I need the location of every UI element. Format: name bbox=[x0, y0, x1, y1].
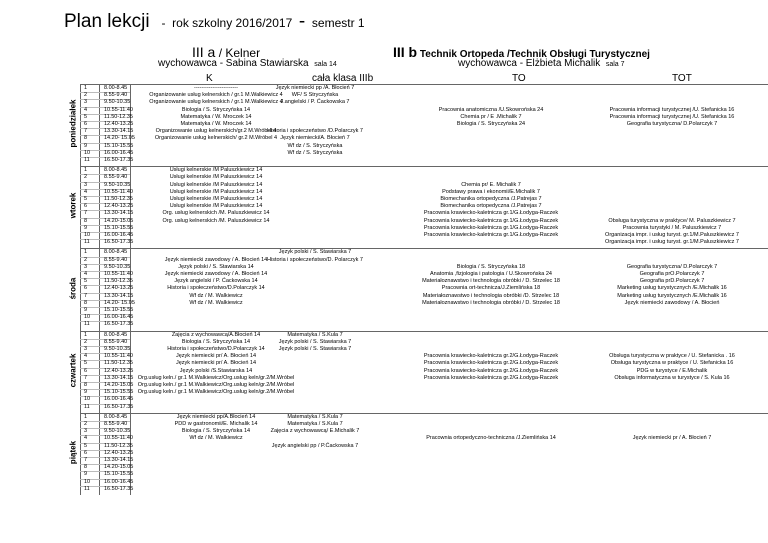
lesson-time: 16.50-17.35 bbox=[104, 239, 134, 246]
title-dash-2: - bbox=[298, 11, 306, 32]
cell-whole-class: Język polski / S. Stawiarska 7 bbox=[278, 338, 352, 345]
lesson-time: 16.00-16.45 bbox=[104, 149, 134, 156]
lesson-number: 5 bbox=[84, 442, 88, 449]
cell-k: Zajęcia z wychowawcą/A.Błocień 14 bbox=[171, 331, 261, 338]
cell-k: Biologia / S. Stryczyńska 14 bbox=[181, 106, 251, 113]
cell-tot: Marketing usług turystycznych /E.Michalik 16 bbox=[617, 292, 727, 299]
cell-k: Wf dz / M. Walkiewicz bbox=[189, 435, 243, 442]
lesson-number: 6 bbox=[84, 285, 88, 292]
cell-k: Org.usług keln./ gr.1 M.Walkiewicz/Org.usług keln/gr.2/M.Wróbel bbox=[137, 389, 295, 396]
lesson-number: 9 bbox=[84, 224, 88, 231]
cell-to: Biomechanika ortopedyczna /J.Patrejas 7 bbox=[440, 196, 542, 202]
cell-to: Pracownia krawiecko-kaletnicza gr.2/G.Łodyga-Raczek bbox=[423, 360, 559, 367]
cell-whole-class: WF/ S Stryczyńska bbox=[291, 92, 339, 99]
lesson-number: 1 bbox=[84, 85, 88, 91]
cell-whole-class: Język niemiecki/A. Błocień 7 bbox=[280, 135, 350, 142]
lesson-time: 10.55-11.40 bbox=[104, 435, 133, 442]
lesson-time: 14.20-15.05 bbox=[104, 464, 134, 471]
lesson-time: 8.00-8.45 bbox=[104, 85, 128, 91]
cell-k: Usługi kelnerskie /M Paluszkiewicz 14 bbox=[169, 203, 263, 210]
cell-k: ------------------------ bbox=[194, 85, 238, 91]
lesson-number: 3 bbox=[84, 181, 88, 188]
day-label: poniedziałek bbox=[68, 99, 78, 148]
cell-to: Pracownia krawiecko-kaletnicza gr.1/G.Łodyga-Raczek bbox=[423, 217, 559, 224]
lesson-time: 12.40-13.25 bbox=[104, 203, 134, 210]
lesson-time: 12.40-13.25 bbox=[104, 367, 134, 374]
lesson-number: 2 bbox=[84, 174, 88, 181]
lesson-time: 11.50-12.35 bbox=[104, 278, 133, 285]
cell-to: Pracownia krawiecko-kaletnicza gr.2/G.Łodyga-Raczek bbox=[423, 374, 559, 381]
cell-k: Wf dz / M. Walkiewicz bbox=[189, 292, 243, 299]
cell-tot: Język niemiecki pr / A. Błocień 7 bbox=[632, 435, 712, 442]
cell-k: Język niemiecki pr/ A. Błocień 14 bbox=[175, 353, 257, 360]
lesson-number: 7 bbox=[84, 374, 88, 381]
lesson-number: 6 bbox=[84, 203, 88, 210]
cell-to: Pracownia ortopedyczno-techniczna /J.Ziemlińska 14 bbox=[426, 435, 556, 442]
cell-tot: Geografia prD.Polarczyk 7 bbox=[639, 278, 705, 285]
cell-whole-class: Matematyka / S.Kula 7 bbox=[287, 421, 343, 427]
lesson-time: 14.20-15.05 bbox=[104, 382, 134, 388]
cell-to: Anatomia ,fizjologia i patologia / U.Skowrońska 24 bbox=[430, 271, 552, 277]
lesson-number: 3 bbox=[84, 99, 88, 106]
lesson-number: 6 bbox=[84, 367, 88, 374]
lesson-number: 4 bbox=[84, 435, 88, 442]
cell-tot: Pracownia informacji turystycznej /U. Stefanicka 16 bbox=[609, 106, 735, 113]
cell-to: Chemia pr/ E. Michalik 7 bbox=[461, 181, 521, 188]
lesson-number: 10 bbox=[84, 232, 91, 238]
lesson-number: 11 bbox=[84, 239, 90, 246]
cell-to: Chemia pr / E .Michalik 7 bbox=[460, 113, 522, 120]
cell-tot: Geografia turystyczna/ D.Polarczyk 7 bbox=[626, 263, 718, 270]
lesson-time: 9.50-10.35 bbox=[104, 99, 131, 106]
cell-to: Pracownia krawiecko-kaletnicza gr.1/G.Łodyga-Raczek bbox=[423, 232, 559, 238]
lesson-time: 8.00-8.45 bbox=[104, 167, 128, 174]
lesson-number: 5 bbox=[84, 113, 88, 120]
cell-whole-class: Zajęcia z wychowawcą/ E.Michalik 7 bbox=[270, 428, 360, 435]
cell-whole-class: Wf dz / S. Stryczyńska bbox=[287, 142, 343, 149]
lesson-number: 8 bbox=[84, 299, 88, 306]
class-a-tutor bbox=[158, 58, 337, 69]
lesson-number: 3 bbox=[84, 428, 88, 435]
cell-k: PDD w gastronomii/E. Michalik 14 bbox=[174, 421, 258, 427]
cell-whole-class: Historia i społeczeństwo/D. Polarczyk 7 bbox=[267, 256, 363, 263]
cell-k: Matematyka / W. Mroczek 14 bbox=[180, 121, 252, 127]
cell-k: Organizowanie usług kelnerskich / gr.1 M.Walkiewicz 4 bbox=[149, 92, 283, 99]
title-main: Plan lekcji bbox=[64, 11, 150, 32]
cell-to: Pracownia krawiecko-kaletnicza gr.1/G.Łodyga-Raczek bbox=[423, 224, 559, 231]
cell-k: Wf dz / M. Walkiewicz bbox=[189, 299, 243, 306]
cell-to: Biologia / S. Stryczyńska 24 bbox=[456, 121, 526, 127]
cell-k: Usługi kelnerskie /M Paluszkiewicz 14 bbox=[169, 174, 263, 181]
lesson-time: 11.50-12.35 bbox=[104, 442, 133, 449]
cell-k: Usługi kelnerskie /M Paluszkiewicz 14 bbox=[169, 188, 263, 195]
day-label: czwartek bbox=[68, 353, 78, 388]
lesson-time: 13.30-14.15 bbox=[104, 210, 134, 217]
school-year: rok szkolny 2016/2017 bbox=[172, 16, 293, 30]
lesson-number: 2 bbox=[84, 256, 88, 263]
semester: semestr 1 bbox=[311, 16, 365, 30]
cell-k: Historia i społeczeństwo/D.Polarczyk 14 bbox=[167, 285, 265, 292]
lesson-number: 3 bbox=[84, 346, 88, 352]
lesson-number: 11 bbox=[84, 157, 90, 163]
lesson-number: 7 bbox=[84, 457, 88, 463]
lesson-number: 8 bbox=[84, 217, 88, 224]
cell-to: Pracownia krawiecko-kaletnicza gr.2/G.Łodyga-Raczek bbox=[423, 367, 559, 374]
lesson-number: 10 bbox=[84, 149, 91, 156]
cell-k: Org. usług kelnerskich /M. Paluszkiewicz 14 bbox=[162, 210, 270, 217]
cell-tot: Geografia turystyczna/ D.Polarczyk 7 bbox=[626, 121, 718, 127]
cell-tot: Marketing usług turystycznych /E.Michalik 16 bbox=[617, 285, 727, 292]
lesson-time: 16.00-16.45 bbox=[104, 478, 134, 485]
cell-tot: Organizacja impr. i usług turyst. gr.1/M.Paluszkiewicz 7 bbox=[605, 232, 739, 238]
lesson-time: 15.10-15.55 bbox=[104, 471, 134, 478]
cell-k: Org.usług keln./ gr.1 M.Walkiewicz/Org.usług keln/gr.2/M.Wróbel bbox=[137, 374, 295, 381]
lesson-number: 4 bbox=[84, 353, 88, 360]
lesson-time: 13.30-14.15 bbox=[104, 457, 134, 463]
page-title bbox=[64, 11, 365, 33]
lesson-time: 10.55-11.40 bbox=[104, 188, 133, 195]
lesson-number: 11 bbox=[84, 321, 90, 328]
lesson-number: 9 bbox=[84, 471, 88, 478]
cell-k: Język polski /S.Stawiarska 14 bbox=[179, 367, 253, 374]
class-b-tutor bbox=[458, 58, 625, 69]
lesson-time: 8.00-8.45 bbox=[104, 249, 128, 256]
lesson-time: 9.50-10.35 bbox=[104, 263, 131, 270]
lesson-time: 16.00-16.45 bbox=[104, 314, 134, 321]
lesson-number: 1 bbox=[84, 249, 88, 256]
lesson-time: 8.00-8.45 bbox=[104, 331, 128, 338]
lesson-number: 2 bbox=[84, 338, 88, 345]
lesson-time: 13.30-14.15 bbox=[104, 374, 134, 381]
lesson-time: 15.10-15.55 bbox=[104, 307, 134, 313]
lesson-time: 16.00-16.45 bbox=[104, 232, 134, 238]
lesson-time: 9.50-10.35 bbox=[104, 428, 131, 435]
class-a-tutor-name: wychowawca - Sabina Stawiarska bbox=[158, 58, 309, 69]
grid-column-divider bbox=[80, 84, 81, 495]
cell-k: Biologia / S. Stryczyńska 14 bbox=[181, 428, 251, 435]
cell-whole-class: Wf dz / S. Stryczyńska bbox=[287, 149, 343, 156]
cell-tot: Obsługa turystyczna w praktyce / U. Stefanicka 16 bbox=[610, 360, 734, 367]
lesson-time: 16.50-17.35 bbox=[104, 157, 134, 163]
cell-to: Podstawy prawa i ekonomii/E.Michalik 7 bbox=[442, 188, 540, 195]
cell-whole-class: Język polski / S. Stawiarska 7 bbox=[278, 249, 352, 256]
cell-k: Usługi kelnerskie /M Paluszkiewicz 14 bbox=[169, 181, 263, 188]
cell-to: Pracownia anatomiczna /U.Skowrońska 24 bbox=[438, 106, 544, 113]
cell-tot: Język niemiecki zawodowy / A. Błocień bbox=[624, 299, 720, 306]
class-b-tutor-name: wychowawca - Elżbieta Michalik bbox=[458, 58, 601, 69]
cell-to: Pracownia ort-technicza/J.Ziemlińska 18 bbox=[441, 285, 541, 292]
lesson-number: 6 bbox=[84, 449, 88, 456]
lesson-time: 9.50-10.35 bbox=[104, 346, 131, 352]
lesson-time: 10.55-11.40 bbox=[104, 106, 133, 113]
lesson-number: 3 bbox=[84, 263, 88, 270]
cell-tot: PDG w turystyce / E.Michalik bbox=[636, 367, 708, 374]
lesson-number: 1 bbox=[84, 167, 88, 174]
cell-to: Pracownia krawiecko-kaletnicza gr.1/G.Łodyga-Raczek bbox=[423, 210, 559, 217]
cell-to: Biologia / S. Stryczyńska 18 bbox=[456, 263, 526, 270]
class-b-name: III b bbox=[393, 44, 418, 60]
cell-k: Język niemiecki zawodowy / A. Błocień 14 bbox=[164, 256, 268, 263]
cell-k: Język niemiecki pr/ A. Błocień 14 bbox=[175, 360, 257, 367]
class-b-room: sala 7 bbox=[605, 61, 625, 68]
cell-k: Język polski / S. Stawiarska 14 bbox=[178, 263, 254, 270]
lesson-time: 8.00-8.45 bbox=[104, 413, 128, 420]
cell-k: Usługi kelnerskie /M Paluszkiewicz 14 bbox=[169, 167, 263, 174]
timetable-grid bbox=[68, 84, 768, 539]
cell-k: Organizowanie usług kelnerskich / gr.1 M.Walkiewicz 4 bbox=[149, 99, 283, 106]
cell-k: Matematyka / W. Mroczek 14 bbox=[180, 113, 252, 120]
day-label: środa bbox=[68, 277, 78, 299]
cell-whole-class: Język polski / S. Stawiarska 7 bbox=[278, 346, 352, 352]
lesson-number: 2 bbox=[84, 92, 88, 99]
lesson-number: 5 bbox=[84, 360, 88, 367]
cell-k: Biologia / S. Stryczyńska 14 bbox=[181, 338, 251, 345]
cell-to: Materiałoznawstwo i technologia obróbki / D. Strzelec 18 bbox=[422, 299, 560, 306]
lesson-time: 14.20- 15.05 bbox=[104, 135, 135, 142]
cell-whole-class: Matematyka / S.Kula 7 bbox=[287, 331, 343, 338]
lesson-time: 16.50-17.35 bbox=[104, 403, 134, 410]
cell-to: Biomechanika ortopedyczna /J.Patrejas 7 bbox=[440, 203, 542, 210]
lesson-time: 8.55-9.40 bbox=[104, 174, 128, 181]
cell-whole-class: Matematyka / S.Kula 7 bbox=[287, 413, 343, 420]
lesson-time: 16.50-17.35 bbox=[104, 321, 134, 328]
lesson-number: 5 bbox=[84, 196, 88, 202]
column-header-to: TO bbox=[512, 73, 526, 84]
lesson-time: 8.55-9.40 bbox=[104, 256, 128, 263]
lesson-time: 16.50-17.35 bbox=[104, 485, 134, 492]
class-a-name: III a bbox=[192, 44, 216, 60]
lesson-time: 14.20- 15.05 bbox=[104, 299, 135, 306]
lesson-number: 4 bbox=[84, 188, 88, 195]
lesson-number: 9 bbox=[84, 307, 88, 313]
cell-k: Język niemiecki zawodowy / A. Błocień 14 bbox=[164, 271, 268, 277]
lesson-number: 9 bbox=[84, 389, 88, 396]
column-header-tot: TOT bbox=[672, 73, 692, 84]
lesson-time: 9.50-10.35 bbox=[104, 181, 131, 188]
lesson-time: 16.00-16.45 bbox=[104, 396, 134, 403]
lesson-number: 6 bbox=[84, 121, 88, 127]
cell-k: Org.usług keln./ gr.1 M.Walkiewicz/Org.usług keln/gr.2/M.Wróbel bbox=[137, 382, 295, 388]
cell-tot: Pracownia informacji turystycznej /U. Stefanicka 16 bbox=[609, 113, 735, 120]
cell-to: Materiałoznawstwo i technologia obróbki /D. Strzelec 18 bbox=[422, 292, 560, 299]
lesson-time: 13.30-14.15 bbox=[104, 128, 134, 135]
column-header-whole-class: cała klasa IIIb bbox=[312, 73, 374, 84]
lesson-number: 11 bbox=[84, 485, 90, 492]
day-label: wtorek bbox=[68, 192, 78, 219]
class-a-room: sala 14 bbox=[314, 61, 337, 68]
cell-whole-class: Język niemiecki pp /A. Błocień 7 bbox=[275, 85, 355, 91]
lesson-time: 8.55-9.40 bbox=[104, 338, 128, 345]
cell-tot: Obsługa turystyczna w praktyce/ M. Paluszkiewicz 7 bbox=[608, 217, 736, 224]
cell-k: Usługi kelnerskie /M Paluszkiewicz 14 bbox=[169, 196, 263, 202]
title-dash: - bbox=[161, 16, 166, 30]
cell-k: Język niemiecki pp/A.Błocień 14 bbox=[176, 413, 256, 420]
lesson-time: 15.10-15.55 bbox=[104, 389, 134, 396]
lesson-number: 9 bbox=[84, 142, 88, 149]
lesson-time: 12.40-13.25 bbox=[104, 285, 134, 292]
lesson-number: 7 bbox=[84, 128, 88, 135]
cell-whole-class: Historia i społeczeństwo /D.Polarczyk 7 bbox=[267, 128, 363, 135]
lesson-number: 4 bbox=[84, 106, 88, 113]
grid-column-divider bbox=[99, 84, 100, 495]
lesson-number: 8 bbox=[84, 135, 88, 142]
day-label: piątek bbox=[68, 440, 78, 464]
lesson-time: 10.55-11.40 bbox=[104, 353, 133, 360]
lesson-number: 8 bbox=[84, 382, 88, 388]
lesson-number: 10 bbox=[84, 478, 91, 485]
lesson-time: 8.55-9.40 bbox=[104, 92, 128, 99]
lesson-number: 10 bbox=[84, 314, 91, 321]
lesson-time: 15.10-15.55 bbox=[104, 142, 134, 149]
lesson-number: 1 bbox=[84, 413, 88, 420]
lesson-time: 11.50-12.35 bbox=[104, 113, 133, 120]
lesson-time: 11.50-12.35 bbox=[104, 360, 133, 367]
lesson-time: 15.10-15.55 bbox=[104, 224, 134, 231]
lesson-time: 10.55-11.40 bbox=[104, 271, 133, 277]
lesson-time: 13.30-14.15 bbox=[104, 292, 134, 299]
lesson-number: 7 bbox=[84, 292, 88, 299]
cell-whole-class: Język angielski pp / P.Ćackowska 7 bbox=[271, 442, 359, 449]
class-b-profile: Technik Ortopeda /Technik Obsługi Turystycznej bbox=[419, 49, 650, 60]
cell-tot: Geografia prO.Polarczyk 7 bbox=[639, 271, 705, 277]
lesson-number: 7 bbox=[84, 210, 88, 217]
cell-tot: Pracownia turystyki / M. Paluszkiewicz 7 bbox=[622, 224, 722, 231]
lesson-number: 5 bbox=[84, 278, 88, 285]
cell-tot: Obsługa turystyczna w praktyce / U. Stefanicka . 16 bbox=[609, 353, 735, 360]
cell-k: Organizowanie usług kelnerskich/ gr.2 M.Wróbel 4 bbox=[154, 135, 278, 142]
lesson-time: 14.20-15.05 bbox=[104, 217, 134, 224]
column-header-k: K bbox=[206, 73, 213, 84]
lesson-time: 11.50-12.35 bbox=[104, 196, 133, 202]
lesson-number: 8 bbox=[84, 464, 88, 471]
cell-to: Pracownia krawiecko-kaletnicza gr.2/G.Łodyga-Raczek bbox=[423, 353, 559, 360]
cell-k: Język angielski / P. Ćackowska 14 bbox=[174, 278, 258, 285]
page-header bbox=[0, 0, 768, 90]
lesson-number: 4 bbox=[84, 271, 88, 277]
lesson-time: 8.55-9.40 bbox=[104, 421, 128, 427]
cell-tot: Organizacja impr. i usług turyst. gr.1/M.Paluszkiewicz 7 bbox=[605, 239, 739, 246]
lesson-number: 1 bbox=[84, 331, 88, 338]
cell-to: Materiałoznawstwo i technologia obróbki / D. Strzelec 18 bbox=[422, 278, 560, 285]
cell-tot: Obsługa informatyczna w turystyce / S. Kula 16 bbox=[614, 374, 730, 381]
lesson-number: 11 bbox=[84, 403, 90, 410]
class-a-profile: / Kelner bbox=[218, 46, 261, 60]
lesson-number: 10 bbox=[84, 396, 91, 403]
cell-whole-class: J.angielski / P. Ćackowska 7 bbox=[280, 99, 350, 106]
cell-k: Org. usług kelnerskich /M. Paluszkiewicz 14 bbox=[162, 217, 270, 224]
lesson-time: 12.40-13.25 bbox=[104, 449, 134, 456]
cell-k: Historia i społeczeństwo/D.Polarczyk 14 bbox=[167, 346, 265, 352]
lesson-time: 12.40-13.25 bbox=[104, 121, 134, 127]
cell-k: Organizowanie usług kelnerskich/gr.2 M.Wróbel 4 bbox=[155, 128, 277, 135]
lesson-number: 2 bbox=[84, 421, 88, 427]
